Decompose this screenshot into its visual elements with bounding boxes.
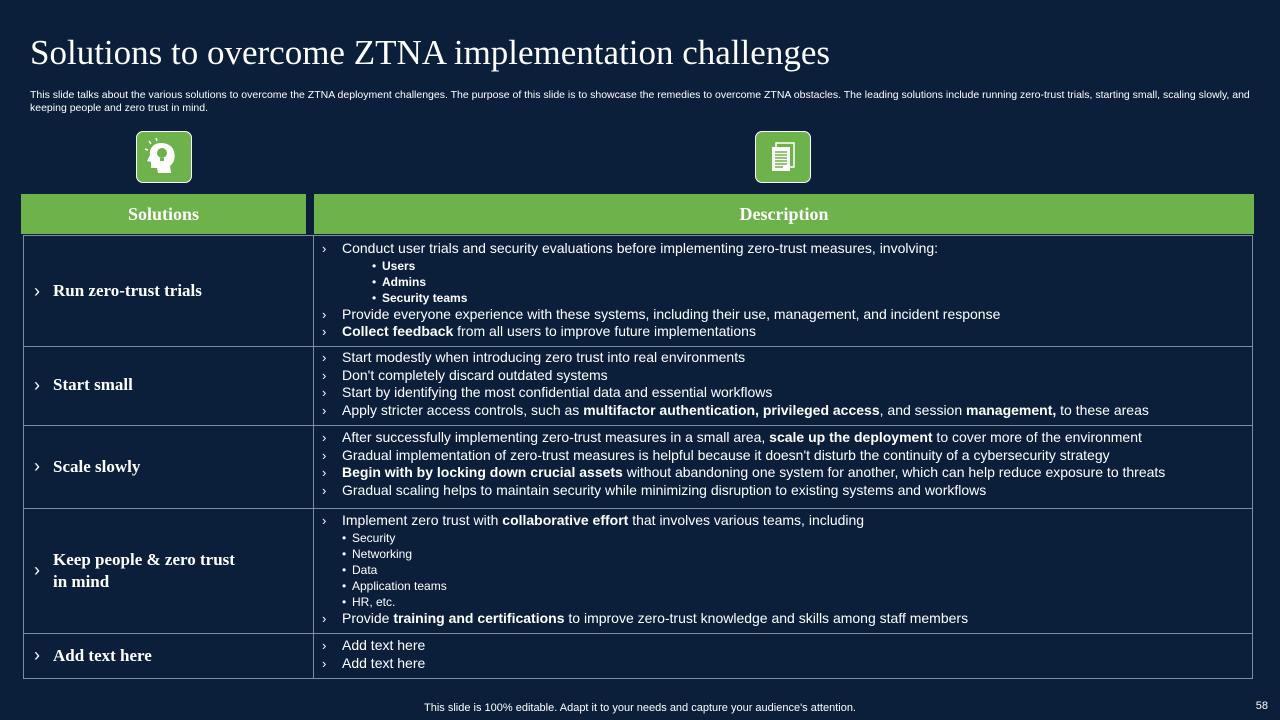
chevron-right-icon: › <box>322 402 327 418</box>
description-cell <box>314 345 1252 425</box>
description-cell <box>314 633 1252 678</box>
text: Start modestly when introducing zero trust into real environments <box>342 349 746 365</box>
text: Implement zero trust with <box>342 512 503 528</box>
bullet-text <box>342 384 772 402</box>
text: Add text here <box>342 654 426 671</box>
bullet-item <box>322 447 1252 465</box>
sub-bullet-text: Networking <box>352 546 413 561</box>
document-icon <box>755 131 811 183</box>
bold-text: scale up the deployment <box>769 429 933 445</box>
sub-bullet-item <box>322 290 1252 306</box>
bold-text: multifactor authentication, privileged access <box>583 401 880 418</box>
chevron-right-icon: › <box>322 241 327 256</box>
bullet-text <box>342 367 608 385</box>
description-cell <box>314 508 1252 633</box>
header-description: Description <box>314 194 1254 234</box>
sub-bullet-text: Security <box>352 530 396 545</box>
bullet-item <box>322 610 1252 628</box>
sub-bullet-text: Users <box>382 258 416 273</box>
chevron-right-icon: › <box>34 560 40 580</box>
slide-title: Solutions to overcome ZTNA implementation challenges <box>30 33 830 72</box>
solution-cell <box>24 345 314 425</box>
text: Add text here <box>342 637 426 653</box>
sub-bullet-item <box>322 594 1252 610</box>
table-row <box>23 508 1253 634</box>
sub-bullet-item <box>322 578 1252 594</box>
text: Start by identifying the most confidential data and essential workflows <box>342 384 773 401</box>
bullet-item <box>322 349 1252 367</box>
chevron-right-icon: › <box>322 306 327 322</box>
solution-label: Scale slowly <box>53 456 141 476</box>
header-solutions: Solutions <box>21 194 306 234</box>
text: to these areas <box>1056 401 1149 418</box>
text: Conduct user trials and security evaluations before implementing zero-trust measures, involving: <box>342 240 939 256</box>
text: Gradual scaling helps to maintain security while minimizing disruption to existing systems and workflows <box>342 481 987 498</box>
chevron-right-icon: › <box>322 482 327 498</box>
bullet-item <box>322 655 1252 673</box>
text: After successfully implementing zero-trust measures in a small area, <box>342 429 770 445</box>
bullet-icon: • <box>342 578 347 593</box>
bold-text: training and certifications <box>393 609 565 626</box>
solution-label: Run zero-trust trials <box>53 281 202 300</box>
text: to improve zero-trust knowledge and skills among staff members <box>564 609 969 626</box>
text: , and session <box>879 401 967 418</box>
solution-cell <box>24 236 314 346</box>
bullet-item <box>322 482 1252 500</box>
text: from all users to improve future implementations <box>453 323 756 340</box>
sub-bullet-text: Application teams <box>352 578 447 593</box>
bullet-item <box>322 429 1252 447</box>
sub-bullet-text: Admins <box>382 274 427 289</box>
bullet-item <box>322 464 1252 482</box>
chevron-right-icon: › <box>34 280 40 301</box>
bullet-text <box>342 323 756 341</box>
sub-bullet-item <box>322 562 1252 578</box>
text: to cover more of the environment <box>932 429 1142 445</box>
bullet-icon: • <box>342 546 347 561</box>
bullet-text <box>342 482 986 500</box>
bold-text: management, <box>966 401 1057 418</box>
chevron-right-icon: › <box>322 638 327 653</box>
bullet-text <box>342 655 425 673</box>
sub-bullet-item <box>322 274 1252 290</box>
sub-bullet-item <box>322 530 1252 546</box>
solution-label: Add text here <box>53 645 152 665</box>
chevron-right-icon: › <box>322 324 327 340</box>
chevron-right-icon: › <box>322 367 327 383</box>
slide-subtitle: This slide talks about the various solutions to overcome the ZTNA deployment challenges. The purpose of this slide is to showcase the remedies to overcome ZTNA obstacles. The leading solutions include running zero-trust trials, starting small, scaling slowly, and keeping people and zero trust in mind. <box>30 89 1250 114</box>
chevron-right-icon: › <box>322 385 327 401</box>
description-cell <box>314 236 1252 346</box>
bold-text: collaborative effort <box>502 512 629 528</box>
chevron-right-icon: › <box>322 513 327 528</box>
chevron-right-icon: › <box>34 645 40 665</box>
text: Apply stricter access controls, such as <box>342 401 584 418</box>
sub-bullet-item <box>322 258 1252 274</box>
bullet-text <box>342 349 745 367</box>
bullet-text <box>342 429 1142 447</box>
bullet-item <box>322 240 1252 258</box>
footer-note: This slide is 100% editable. Adapt it to your needs and capture your audience's attention. <box>424 702 856 714</box>
text: Gradual implementation of zero-trust measures is helpful because it doesn't disturb the continuity of a cybersecurity strategy <box>342 446 1110 463</box>
solution-label: Keep people & zero trust in mind <box>53 549 235 591</box>
chevron-right-icon: › <box>34 374 40 395</box>
bullet-text <box>342 464 1165 482</box>
bullet-icon: • <box>372 290 377 305</box>
table-row <box>23 425 1253 509</box>
page-number: 58 <box>1255 700 1268 712</box>
bold-text: Collect feedback <box>342 323 454 340</box>
text: Provide everyone experience with these systems, including their use, management, and incident response <box>342 305 1001 322</box>
text: that involves various teams, including <box>628 512 865 528</box>
text: without abandoning one system for another, which can help reduce exposure to threats <box>622 464 1166 481</box>
bullet-icon: • <box>372 258 377 273</box>
bullet-item <box>322 306 1252 324</box>
chevron-right-icon: › <box>34 456 40 476</box>
table-row <box>23 345 1253 426</box>
bullet-icon: • <box>372 274 377 289</box>
bullet-item <box>322 637 1252 655</box>
bullet-icon: • <box>342 562 347 577</box>
chevron-right-icon: › <box>322 350 327 365</box>
bullet-icon: • <box>342 594 347 609</box>
sub-bullet-text: Security teams <box>382 290 468 305</box>
chevron-right-icon: › <box>322 655 327 671</box>
bullet-item <box>322 402 1252 420</box>
text: Don't completely discard outdated systems <box>342 366 608 383</box>
head-lightbulb-icon <box>136 131 192 183</box>
bullet-text <box>342 447 1110 465</box>
solution-cell <box>24 633 314 678</box>
bullet-text <box>342 402 1149 420</box>
bullet-item <box>322 323 1252 341</box>
solution-cell <box>24 425 314 508</box>
chevron-right-icon: › <box>322 465 327 481</box>
bullet-text <box>342 637 425 655</box>
description-cell <box>314 425 1252 508</box>
sub-bullet-item <box>322 546 1252 562</box>
bullet-icon: • <box>342 530 347 545</box>
chevron-right-icon: › <box>322 610 327 626</box>
bullet-text <box>342 306 1000 324</box>
bullet-item <box>322 384 1252 402</box>
chevron-right-icon: › <box>322 430 327 445</box>
chevron-right-icon: › <box>322 447 327 463</box>
text: Provide <box>342 609 394 626</box>
table-row <box>23 633 1253 679</box>
bullet-item <box>322 367 1252 385</box>
bullet-item <box>322 512 1252 530</box>
sub-bullet-text: HR, etc. <box>352 594 396 609</box>
table-row <box>23 235 1253 347</box>
bullet-text <box>342 610 968 628</box>
solution-cell <box>24 508 314 633</box>
bullet-text <box>342 512 864 530</box>
sub-bullet-text: Data <box>352 562 378 577</box>
bold-text: Begin with by locking down crucial assets <box>342 464 623 481</box>
solution-label: Start small <box>53 375 133 394</box>
bullet-text <box>342 240 938 258</box>
